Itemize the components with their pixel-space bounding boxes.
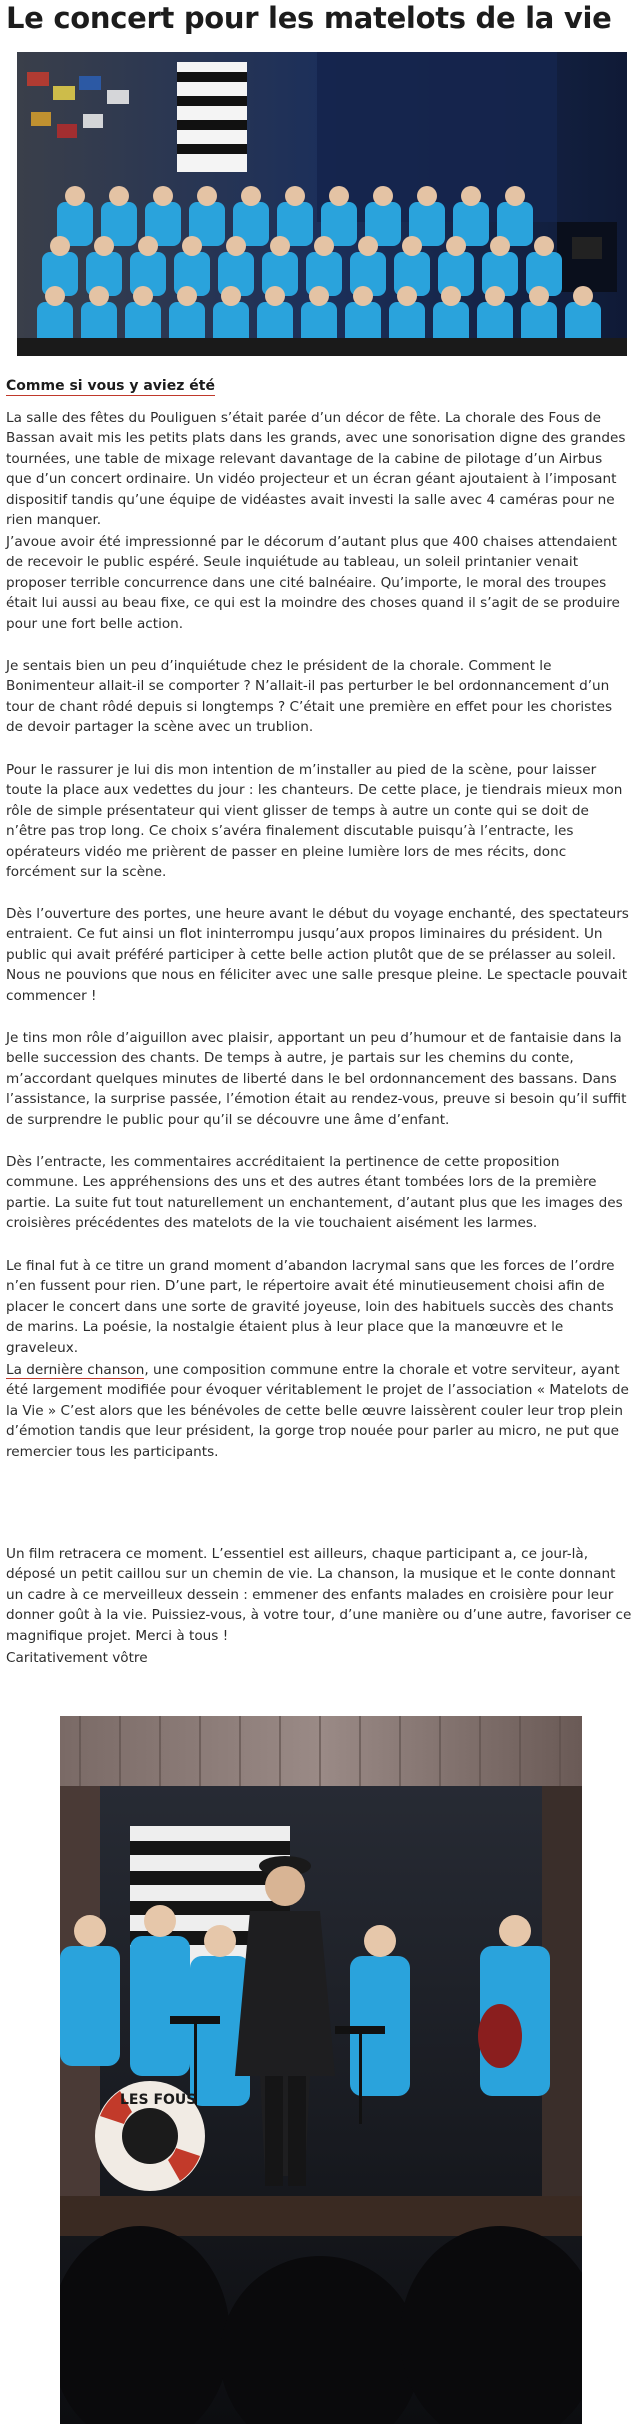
paragraph-1: La salle des fêtes du Pouliguen s’était parée d’un décor de fête. La chorale des Fous de Bassan avait mis les petits plats dans les grands, avec une sonorisation digne des grandes tournées, une table de mixage relevant davantage de la cabine de pilotage d’un Airbus que d’un concert ordinaire. Un vidéo projecteur et un écran géant ajoutaient à l’imposant dispositif tandis qu’une équipe de vidéastes avait investi la salle avec 4 caméras pour ne rien manquer. — [6, 410, 626, 529]
signature: Caritativement vôtre — [6, 1650, 148, 1666]
paragraph-8: Le final fut à ce titre un grand moment d’abandon lacrymal sans que les forces de l’ordre n’en fussent pour rien. D’une part, le répertoire avait été minutieusement choisi afin de placer le concert dans une sorte de gravité joyeuse, loin des habituels succès des chants de marins. La poésie, la nostalgie étaient plus à leur place que la manœuvre et le graveleux. — [6, 1258, 615, 1356]
storyteller-stage-photo — [60, 1716, 582, 2424]
paragraph-6: Je tins mon rôle d’aiguillon avec plaisir, apportant un peu d’humour et de fantaisie dans la belle succession des chants. De temps à autre, je partais sur les chemins du conte, m’accordant quelques minutes de liberté dans le bel ordonnancement des bassans. Dans l’assistance, la surprise passée, l’émotion était au rendez-vous, preuve si besoin qu’il suffit de surprendre le public pour qu’il se découvre une âme d’enfant. — [6, 1030, 627, 1128]
section-subtitle: Comme si vous y aviez été — [6, 378, 215, 394]
paragraph-2: J’avoue avoir été impressionné par le décorum d’autant plus que 400 chaises attendaient de recevoir le public espéré. Seule inquiétude au tableau, un soleil printanier venait proposer terrible concurrence dans une cité balnéaire. Qu’importe, le moral des troupes était lui aussi au beau fixe, ce qui est la moindre des choses quand il s’agit de se produire pour une fort belle action. — [6, 534, 620, 632]
paragraph-3: Je sentais bien un peu d’inquiétude chez le président de la chorale. Comment le Bonimenteur allait-il se comporter ? N’allait-il pas perturber le bel ordonnancement d’un tour de chant rôdé depuis si longtemps ? C’était une première en effet pour les choristes de devoir partager la scène avec un trublion. — [6, 658, 613, 736]
lifebuoy-text: LES FOUS — [120, 2092, 197, 2108]
choir-group-photo — [17, 52, 627, 356]
paragraph-closing: Un film retracera ce moment. L’essentiel est ailleurs, chaque participant a, ce jour-là, déposé un petit caillou sur un chemin de vie. La chanson, la musique et le conte donnant un cadre à ce merveilleux dessein : emmener des enfants malades en croisière pour leur donner goût à la vie. Puissiez-vous, à votre tour, d’une manière ou d’une autre, favoriser ce magnifique projet. Merci à tous ! — [6, 1546, 632, 1644]
paragraph-5: Dès l’ouverture des portes, une heure avant le début du voyage enchanté, des spectateurs entraient. Ce fut ainsi un flot ininterrompu jusqu’aux propos liminaires du président. Un public qui avait préféré participer à cette belle action plutôt que de se prélasser au soleil. Nous ne pouvions que nous en féliciter avec une salle presque pleine. Le spectacle pouvait commencer ! — [6, 906, 629, 1004]
last-song-link[interactable]: La dernière chanson — [6, 1362, 145, 1378]
paragraph-last-song — [6, 1360, 632, 1462]
paragraph-4: Pour le rassurer je lui dis mon intention de m’installer au pied de la scène, pour laisser toute la place aux vedettes du jour : les chanteurs. De cette place, je tiendrais mieux mon rôle de simple présentateur qui vient glisser de temps à autre un conte qui se doit de n’être pas trop long. Ce choix s’avéra finalement discutable puisqu’à l’entracte, les opérateurs vidéo me prièrent de passer en pleine lumière lors de mes récits, donc forcément sur la scène. — [6, 762, 623, 881]
page-title: Le concert pour les matelots de la vie — [6, 1, 612, 35]
last-song-text: , une composition commune entre la chorale et votre serviteur, ayant été largement modifiée pour évoquer véritablement le projet de l’association « Matelots de la Vie » C’est alors que les bénévoles de cette belle œuvre laissèrent couler leur trop plein d’émotion tandis que leur président, la gorge trop nouée pour parler au micro, ne put que remercier tous les participants. — [6, 1362, 629, 1460]
paragraph-7: Dès l’entracte, les commentaires accréditaient la pertinence de cette proposition commune. Les appréhensions des uns et des autres étant tombées lors de la première partie. La suite fut tout naturellement un enchantement, d’autant plus que les images des croisières précédentes des matelots de la vie touchaient aisément les larmes. — [6, 1154, 623, 1232]
